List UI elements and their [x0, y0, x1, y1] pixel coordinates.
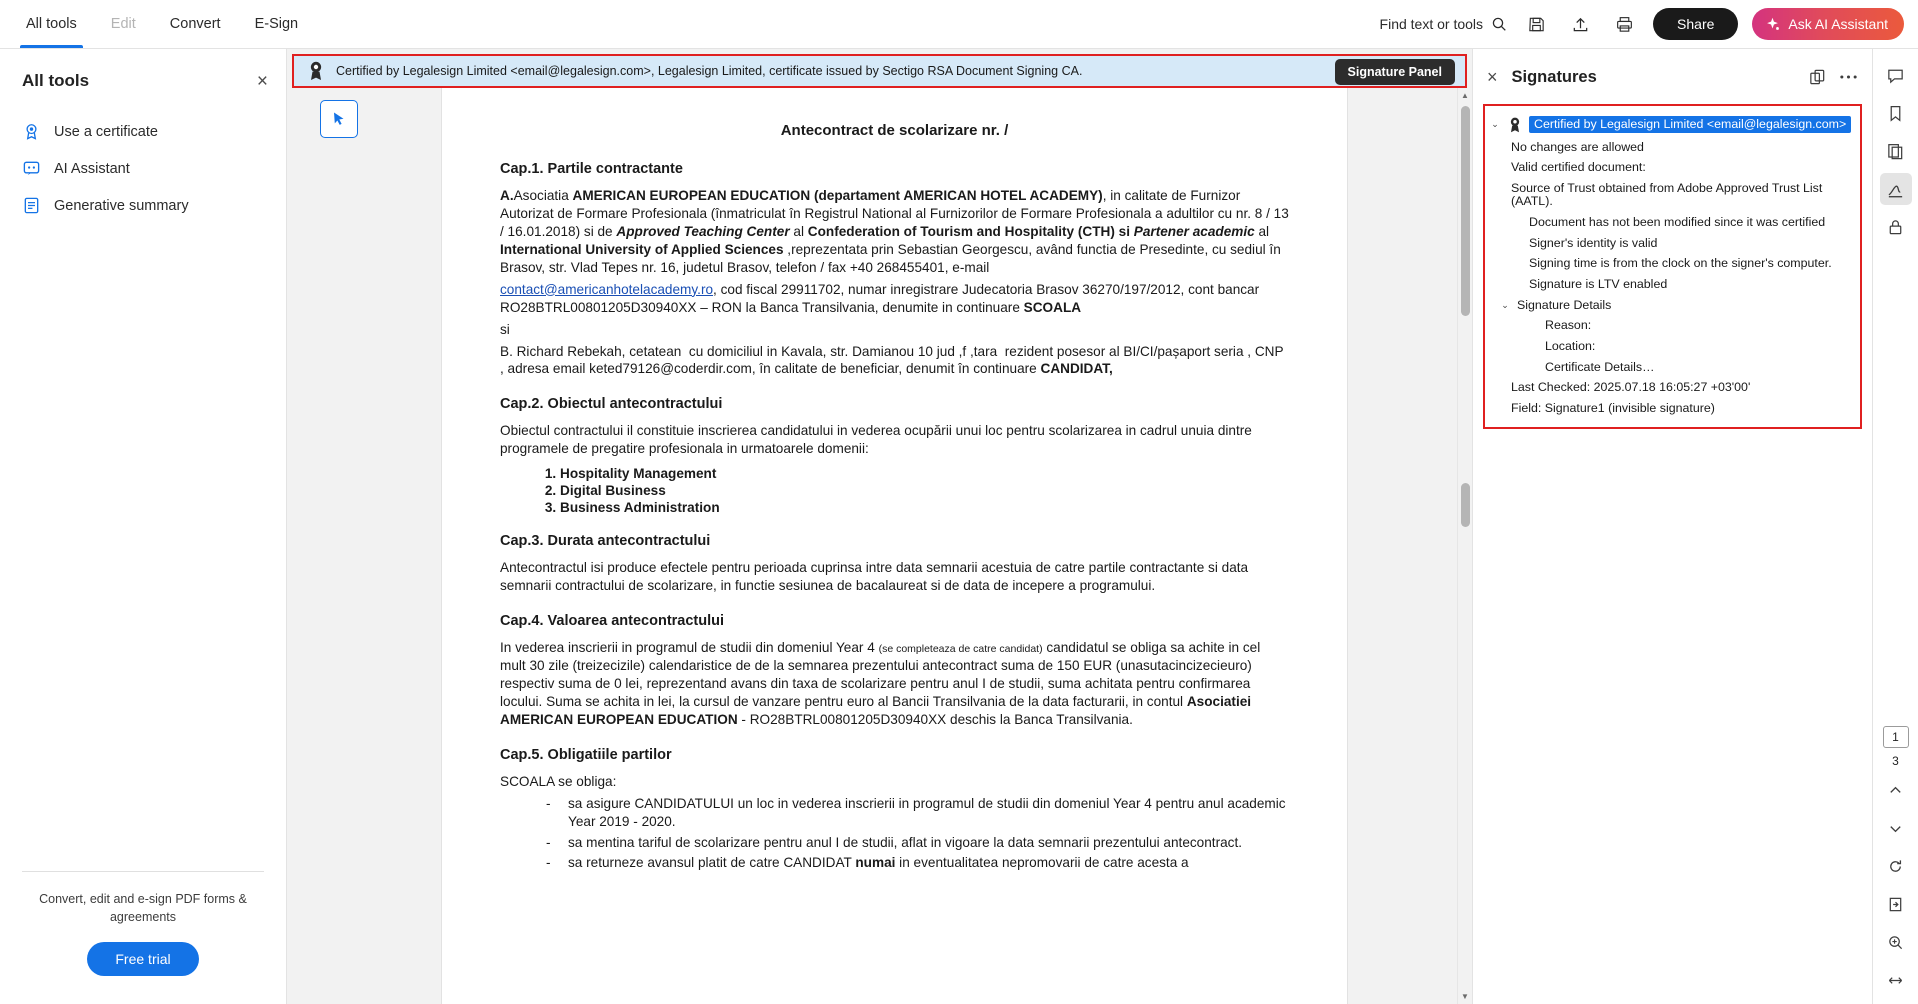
sign-icon[interactable]: [1880, 173, 1912, 205]
paragraph: Obiectul contractului il constituie inscrierea candidatului in vederea ocupării unui loc pentru scolarizarea in cadrul unuia dintre programele de pregatire profesionala in urmatoarele domenii:: [500, 423, 1252, 457]
tree-item-certificate-details[interactable]: [1489, 357, 1856, 378]
close-icon[interactable]: ×: [256, 70, 268, 92]
select-tool-button[interactable]: [320, 100, 358, 138]
sidebar-item-label: Generative summary: [54, 197, 189, 214]
list-item: - sa mentina tariful de scolarizare pentru anul I de studii, aflat in vigoare la data semnarii prezentului antecontract.: [546, 834, 1289, 852]
tree-item-ltv-enabled[interactable]: [1489, 274, 1856, 295]
ai-assistant-icon: [22, 159, 41, 178]
sidebar-item-ai-assistant[interactable]: [0, 150, 286, 187]
pages-icon[interactable]: [1880, 135, 1912, 167]
all-tools-list: [0, 113, 286, 224]
sidebar-item-label: Use a certificate: [54, 123, 158, 140]
page-number-input[interactable]: 1: [1883, 726, 1909, 748]
comment-icon[interactable]: [1880, 59, 1912, 91]
tree-item-field[interactable]: [1489, 398, 1856, 419]
tree-label: No changes are allowed: [1511, 139, 1644, 154]
section-heading: Cap.4. Valoarea antecontractului: [500, 613, 725, 630]
find-text-or-tools[interactable]: [1380, 16, 1508, 32]
list-item: - sa asigure CANDIDATULUI un loc in vederea inscrierii in programul de studii din domeniul Year 4 pentru anul academic Year 2019 - 2020.: [546, 795, 1289, 832]
chevron-up-icon[interactable]: [1880, 774, 1912, 806]
tab-convert[interactable]: [154, 0, 237, 48]
tree-label: Signing time is from the clock on the signer's computer.: [1529, 256, 1832, 271]
all-tools-footer: [0, 871, 286, 1004]
close-icon[interactable]: ×: [1487, 66, 1498, 87]
paragraph: A.Asociatia AMERICAN EUROPEAN EDUCATION (departament AMERICAN HOTEL ACADEMY), in calitate de Furnizor Autorizat de Formare Profesionala (înmatriculat în Registrul National al Furnizorilor de Formare Profesionala a adultilor cu nr. 8 / 13 / 16.01.2018) si de Approved Teaching Center al Confederation of Tourism and Hospitality (CTH) si Partener academic al International University of Applied Sciences ,reprezentata prin Sebastian Georgescu, având functia de Presedinte, cu sediul în Brasov, str. Vlad Tepes nr. 16, judetul Brasov, telefon / fax +40 268455401, e-mail: [500, 188, 1289, 275]
list-item: - sa returneze avansul platit de catre CANDIDAT numai in eventualitatea nepromovarii de catre acesta a: [546, 854, 1289, 872]
document-title: Antecontract de scolarizare nr. /: [780, 122, 1009, 139]
certificate-badge-icon: [1507, 116, 1523, 134]
main-layout: [0, 49, 1918, 1004]
tab-convert-label: Convert: [169, 16, 221, 32]
rotate-icon[interactable]: [1880, 850, 1912, 882]
tree-item-reason[interactable]: [1489, 316, 1856, 337]
all-tools-panel: [0, 49, 287, 1004]
sidebar-item-use-a-certificate[interactable]: [0, 113, 286, 150]
tree-item-source-of-trust[interactable]: [1489, 178, 1856, 212]
scrollbar-thumb-secondary[interactable]: [1461, 483, 1470, 527]
bookmark-icon[interactable]: [1880, 97, 1912, 129]
tree-item-no-changes[interactable]: [1489, 137, 1856, 158]
divider: [22, 871, 264, 872]
all-tools-header: [0, 57, 286, 105]
more-options-icon[interactable]: [1839, 74, 1858, 80]
tree-label: Last Checked: 2025.07.18 16:05:27 +03'00': [1511, 380, 1751, 395]
sidebar-item-generative-summary[interactable]: [0, 187, 286, 224]
paragraph: SCOALA se obliga:: [500, 773, 617, 789]
list-item: 1. Hospitality Management: [560, 466, 1289, 481]
signature-tree: [1483, 104, 1862, 429]
top-toolbar: [0, 0, 1918, 49]
section-heading: Cap.2. Obiectul antecontractului: [500, 396, 723, 413]
pdf-page: [442, 88, 1347, 1004]
section-heading: Cap.5. Obligatiile partilor: [500, 746, 672, 763]
paragraph: Antecontractul isi produce efectele pentru perioada cuprinsa intre data semnarii acestuia de catre partile contractante si data semnarii contractului de scolarizare, in functie sesiunea de bacalaureat si de data de incepere a programului.: [500, 560, 1249, 594]
validate-all-icon[interactable]: [1808, 68, 1827, 87]
print-icon[interactable]: [1609, 9, 1639, 39]
document-viewer: [287, 49, 1472, 1004]
tree-label: Signature is LTV enabled: [1529, 276, 1668, 291]
section-heading: Cap.1. Partile contractante: [500, 161, 683, 177]
paragraph: si: [500, 321, 510, 337]
signatures-header-actions: [1808, 68, 1858, 87]
programs-list: [542, 466, 1289, 515]
tab-all-tools-label: All tools: [26, 16, 77, 32]
email-link[interactable]: contact@americanhotelacademy.ro: [500, 281, 714, 297]
tab-esign-label: E-Sign: [254, 16, 299, 32]
chevron-down-icon[interactable]: ⌄: [1501, 299, 1509, 310]
tab-all-tools[interactable]: [10, 0, 93, 48]
right-rail: [1872, 49, 1918, 1004]
sidebar-item-label: AI Assistant: [54, 160, 130, 177]
export-icon[interactable]: [1880, 888, 1912, 920]
top-actions: [1380, 8, 1918, 40]
paragraph: contact@americanhotelacademy.ro, cod fiscal 29911702, numar inregistrare Judecatoria Brasov 36270/197/2012, cont bancar RO28BTRL00801205D30940XX – RON la Banca Transilvania, denumite in continuare SCOALA: [500, 281, 1260, 315]
scroll-up-icon[interactable]: ▲: [1461, 91, 1469, 100]
tree-label: Source of Trust obtained from Adobe Approved Trust List (AATL).: [1511, 180, 1823, 209]
paragraph: In vederea inscrierii in programul de studii din domeniul Year 4 (se completeaza de catre candidat) candidatul se obliga sa achite in cel mult 30 zile (treizecizile) calendaristice de de la semnarea prezentului antecontract suma de 150 EUR (unasutacincizecieuro) respectiv suma de 0 lei, reprezentand avans din taxa de scolarizare pentru anul I de studii, suma achitata pentru confirmarea locului. Suma se achita in lei, la cursul de vanzare pentru euro al Bancii Transilvania de la data facturarii, in contul Asociatiei AMERICAN EUROPEAN EDUCATION - RO28BTRL00801205D30940XX deschis la Banca Transilvania.: [500, 640, 1261, 727]
tree-label: Signer's identity is valid: [1529, 235, 1658, 250]
tree-item-last-checked[interactable]: [1489, 378, 1856, 399]
tab-edit-label: Edit: [110, 16, 136, 32]
scrollbar-thumb[interactable]: [1461, 106, 1470, 316]
signature-panel-button[interactable]: Signature Panel: [1335, 59, 1455, 85]
protect-icon[interactable]: [1880, 211, 1912, 243]
section-heading: Cap.3. Durata antecontractului: [500, 533, 711, 550]
list-item: 3. Business Administration: [560, 500, 1289, 515]
certification-banner-text: Certified by Legalesign Limited <email@legalesign.com>, Legalesign Limited, certificate issued by Sectigo RSA Document Signing CA.: [336, 64, 1083, 78]
all-tools-title: All tools: [22, 71, 90, 90]
tree-label: Valid certified document:: [1511, 160, 1646, 175]
signatures-panel: [1472, 49, 1872, 1004]
chevron-down-icon[interactable]: [1880, 812, 1912, 844]
tab-edit[interactable]: [95, 0, 152, 48]
tree-item-signing-time[interactable]: [1489, 254, 1856, 275]
signatures-header: [1473, 55, 1872, 99]
ask-ai-assistant-button[interactable]: [1752, 8, 1904, 40]
tree-item-identity-valid[interactable]: [1489, 233, 1856, 254]
generative-summary-icon: [22, 196, 41, 215]
save-icon[interactable]: [1521, 9, 1551, 39]
ask-ai-label: Ask AI Assistant: [1788, 16, 1888, 32]
tree-label: Signature Details: [1517, 297, 1612, 312]
free-trial-button[interactable]: Free trial: [87, 942, 198, 976]
list-item: 2. Digital Business: [560, 483, 1289, 498]
right-rail-bottom: [1873, 726, 1918, 996]
certificate-badge-icon: [306, 60, 326, 82]
tab-esign[interactable]: [239, 0, 315, 48]
obligations-list: [546, 795, 1289, 873]
paragraph: B. Richard Rebekah, cetatean cu domiciliul in Kavala, str. Damianou 10 jud ,f ,tara rezident posesor al BI/CI/pașaport seria , CNP , adresa email keted79126@coderdir.com, în calitate de beneficiar, denumit în continuare CANDIDAT,: [500, 343, 1284, 377]
signatures-title: Signatures: [1511, 67, 1597, 86]
scroll-down-icon[interactable]: ▼: [1461, 992, 1469, 1001]
signature-tree-label: Certified by Legalesign Limited <email@legalesign.com>: [1529, 116, 1851, 134]
tree-label: Document has not been modified since it was certified: [1529, 215, 1826, 230]
find-label: Find text or tools: [1379, 16, 1484, 32]
tree-item-signature-details[interactable]: [1489, 295, 1856, 316]
zoom-in-icon[interactable]: [1880, 926, 1912, 958]
certification-banner: [292, 54, 1467, 88]
fit-width-icon[interactable]: [1880, 964, 1912, 996]
tree-item-location[interactable]: [1489, 336, 1856, 357]
footer-text: Convert, edit and e-sign PDF forms & agreements: [39, 891, 247, 924]
share-label: Share: [1677, 16, 1715, 32]
chevron-down-icon[interactable]: ⌄: [1491, 118, 1499, 129]
tree-item-not-modified[interactable]: [1489, 213, 1856, 234]
tree-label: Field: Signature1 (invisible signature): [1511, 400, 1715, 415]
document-scrollbar[interactable]: [1457, 88, 1472, 1004]
share-button[interactable]: [1653, 8, 1738, 40]
signature-tree-root[interactable]: [1489, 112, 1856, 137]
top-tab-group: [0, 0, 314, 48]
certificate-icon: [22, 122, 41, 141]
tree-label: Reason:: [1545, 318, 1592, 333]
upload-icon[interactable]: [1565, 9, 1595, 39]
search-icon[interactable]: [1491, 16, 1507, 32]
tree-item-valid-certified[interactable]: [1489, 158, 1856, 179]
document-canvas[interactable]: [287, 88, 1472, 1004]
page-total-label: 3: [1892, 754, 1899, 768]
tree-label: Location:: [1545, 338, 1596, 353]
ai-sparkle-icon: [1764, 16, 1781, 33]
tree-label: Certificate Details…: [1545, 359, 1655, 374]
